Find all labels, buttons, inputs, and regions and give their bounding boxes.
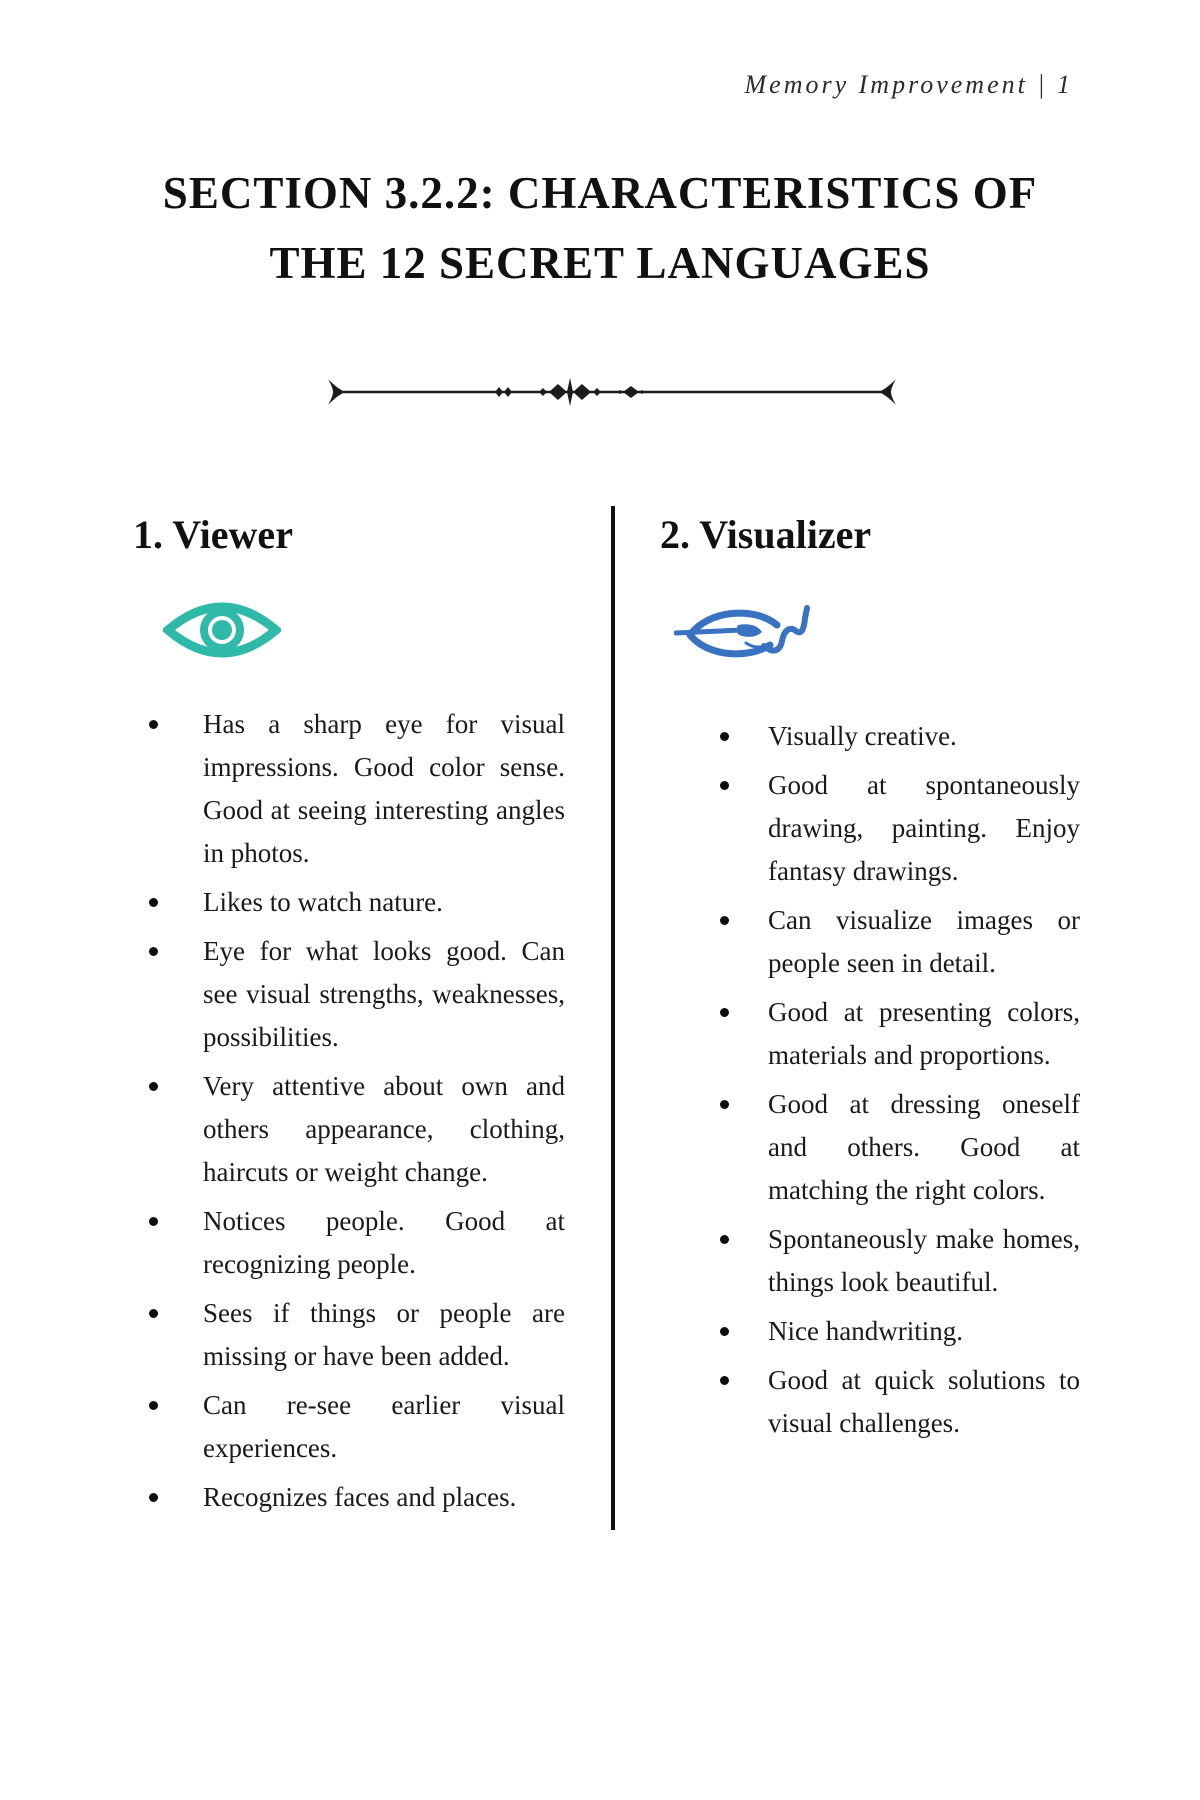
bullet-item: Has a sharp eye for visual impressions. Good color sense. Good at seeing interesting angles in photos.	[133, 703, 565, 875]
bullet-item: Good at spontaneously drawing, painting. Enjoy fantasy drawings.	[660, 764, 1080, 893]
bullet-item: Visually creative.	[660, 715, 1080, 758]
column-heading-visualizer: 2. Visualizer	[660, 512, 872, 557]
column-visualizer	[660, 505, 1080, 1451]
bullet-item: Nice handwriting.	[660, 1310, 1080, 1353]
bullet-item: Good at quick solutions to visual challenges.	[660, 1359, 1080, 1445]
bullet-item: Recognizes faces and places.	[133, 1476, 565, 1519]
bullet-item: Good at dressing oneself and others. Good at matching the right colors.	[660, 1083, 1080, 1212]
bullet-item: Eye for what looks good. Can see visual strengths, weaknesses, possibilities.	[133, 930, 565, 1059]
bullet-item: Good at presenting colors, materials and proportions.	[660, 991, 1080, 1077]
section-title	[0, 158, 1200, 298]
section-title-line-1: SECTION 3.2.2: CHARACTERISTICS OF	[162, 168, 1038, 218]
bullet-item: Spontaneously make homes, things look beautiful.	[660, 1218, 1080, 1304]
bullet-list-visualizer	[660, 715, 1080, 1445]
bullet-item: Likes to watch nature.	[133, 881, 565, 924]
bullet-item: Notices people. Good at recognizing people.	[133, 1200, 565, 1286]
column-viewer	[133, 505, 565, 1525]
eye-paintbrush-icon	[674, 599, 814, 661]
bullet-list-viewer	[133, 703, 565, 1519]
section-title-line-2: THE 12 SECRET LANGUAGES	[269, 238, 931, 288]
bullet-item: Can re-see earlier visual experiences.	[133, 1384, 565, 1470]
column-divider	[611, 506, 615, 1530]
page-header: Memory Improvement | 1	[744, 70, 1073, 99]
eye-icon	[163, 591, 281, 669]
bullet-item: Can visualize images or people seen in detail.	[660, 899, 1080, 985]
bullet-item: Very attentive about own and others appearance, clothing, haircuts or weight change.	[133, 1065, 565, 1194]
bullet-item: Sees if things or people are missing or have been added.	[133, 1292, 565, 1378]
ornamental-divider	[327, 377, 897, 407]
column-heading-viewer: 1. Viewer	[133, 512, 293, 557]
